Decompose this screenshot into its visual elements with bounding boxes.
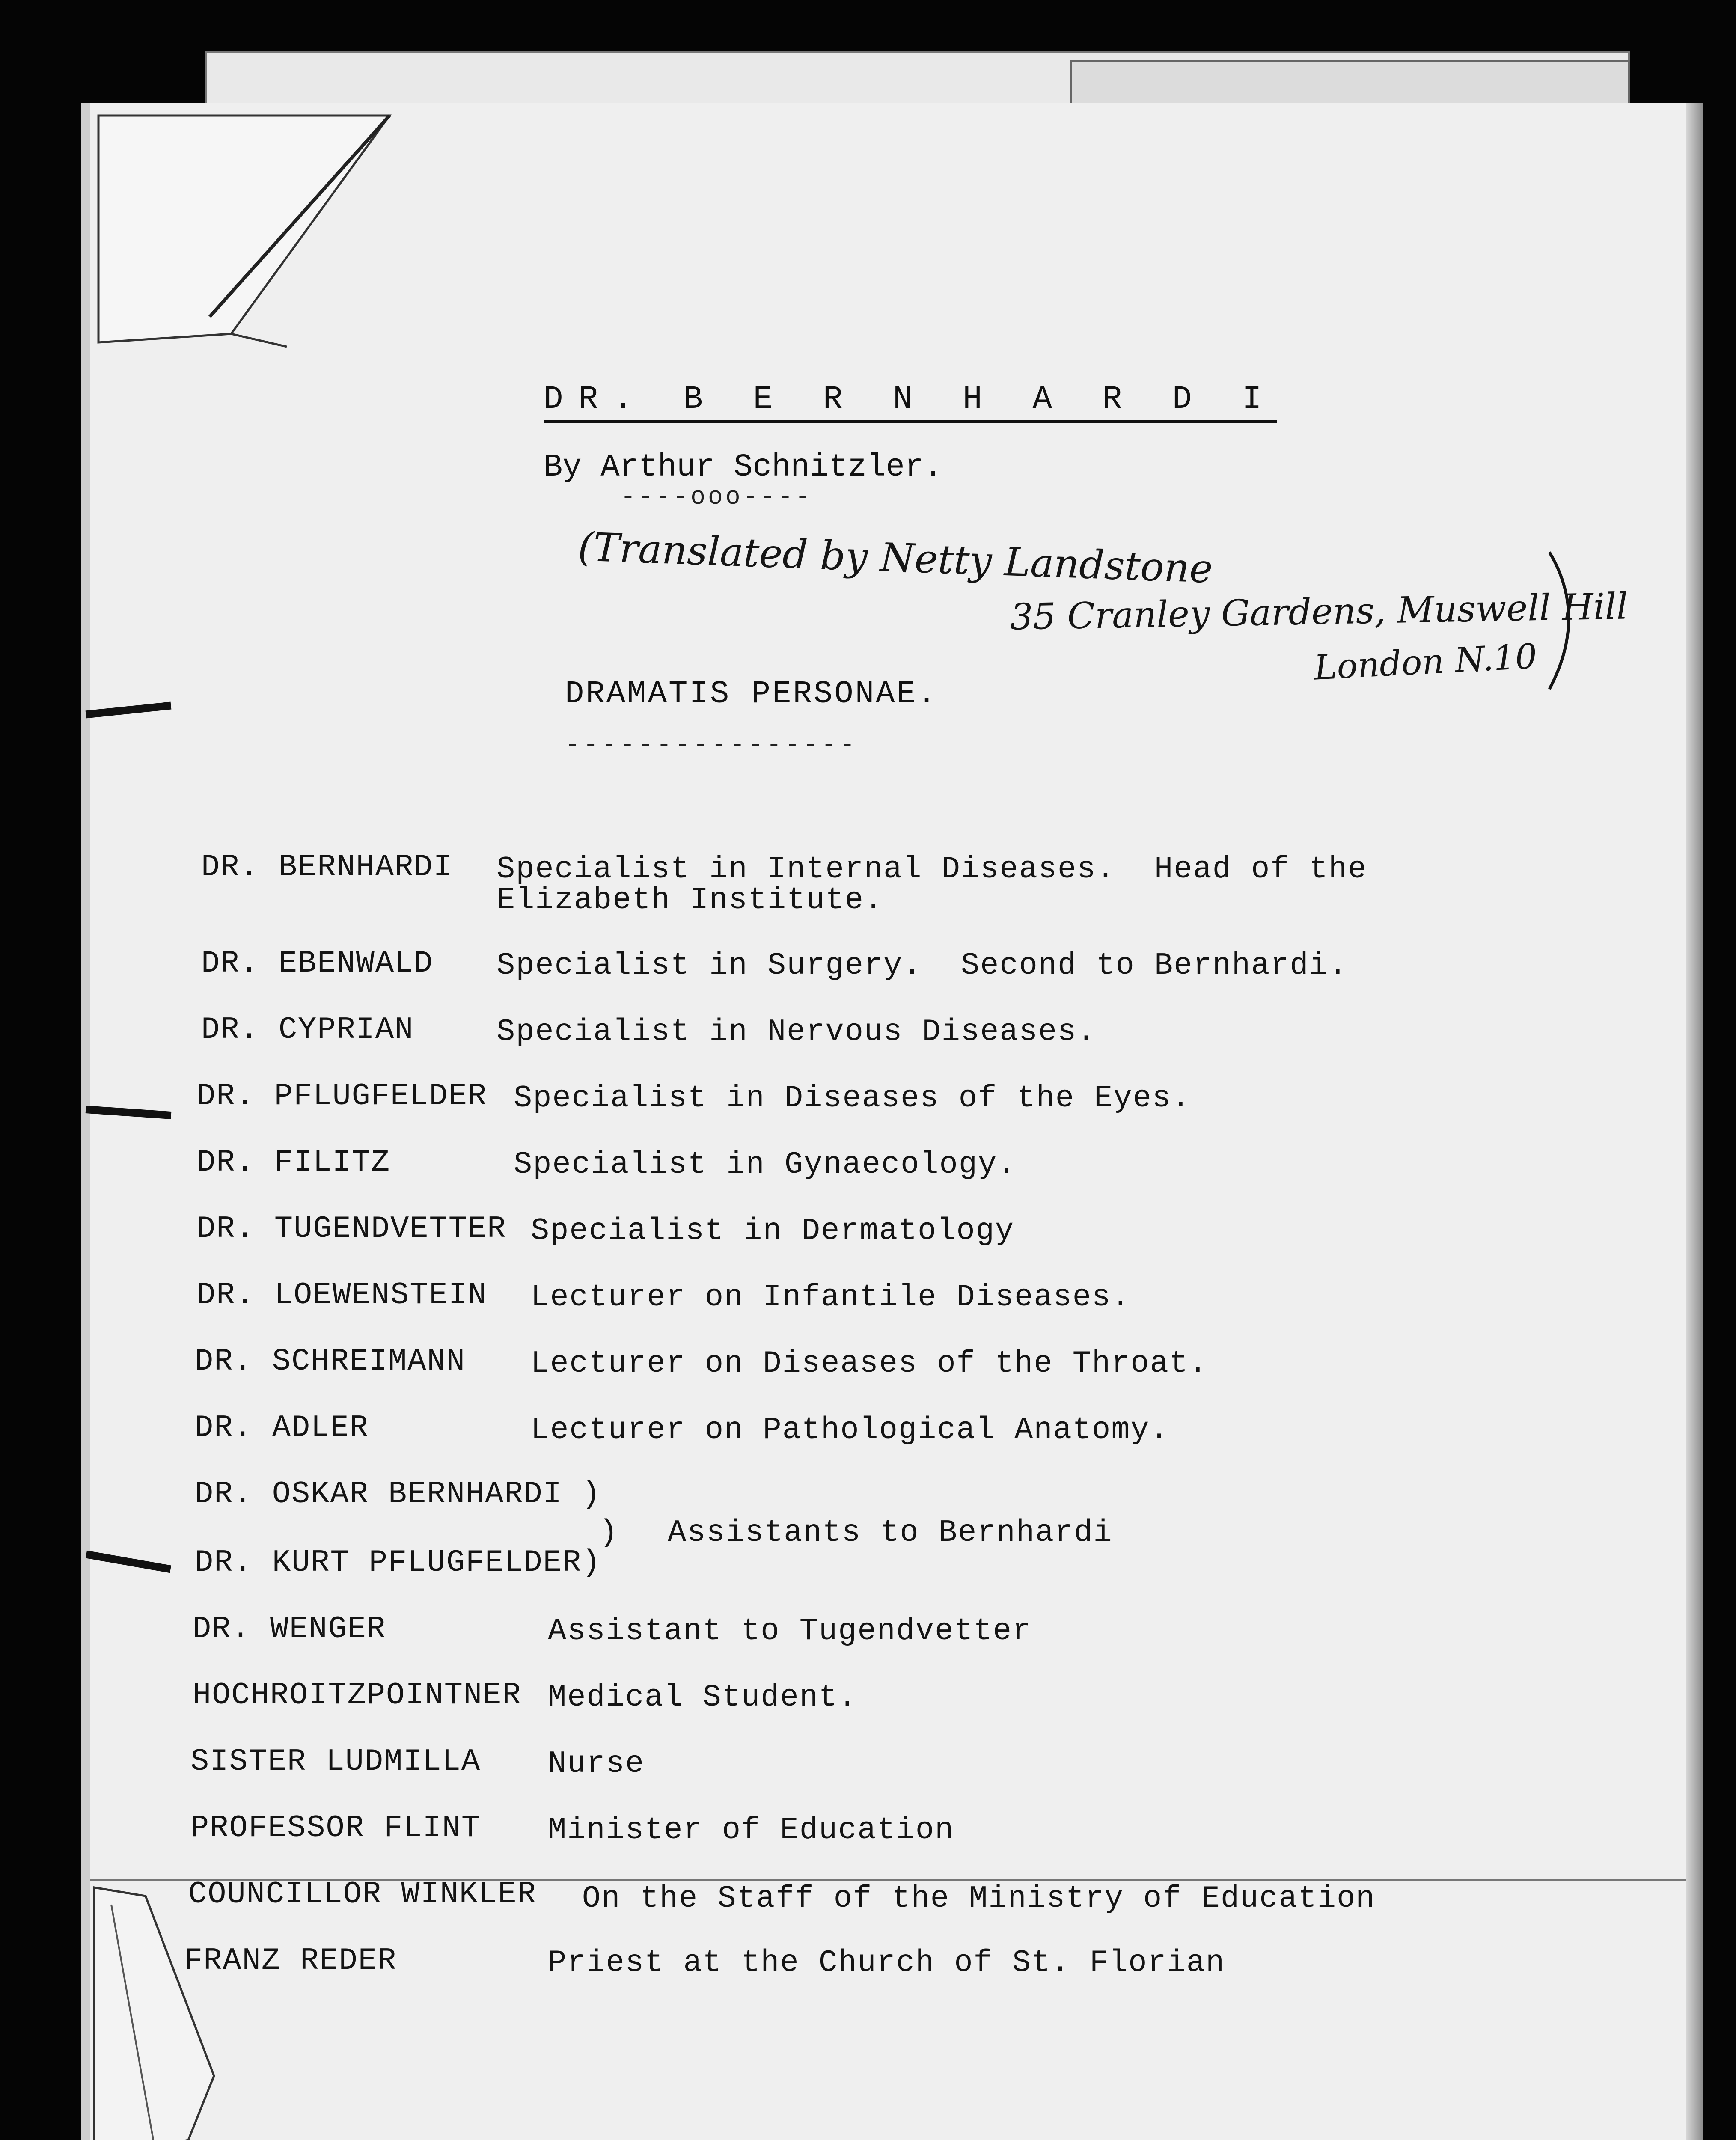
handwritten-translator: (Translated by Netty Landstone — [577, 524, 1214, 592]
character-name: DR. EBENWALD — [201, 946, 434, 981]
character-name: HOCHROITZPOINTNER — [193, 1678, 522, 1713]
dramatis-personae-heading: DRAMATIS PERSONAE. — [565, 676, 938, 712]
character-role: Assistant to Tugendvetter — [548, 1614, 1032, 1649]
handwritten-bracket — [1541, 548, 1592, 693]
character-name: DR. ADLER — [195, 1410, 369, 1445]
character-name: DR. OSKAR BERNHARDI ) — [195, 1477, 601, 1512]
handwritten-city: London N.10 — [1313, 636, 1538, 688]
author-line: By Arthur Schnitzler. — [544, 449, 943, 485]
character-name: DR. LOEWENSTEIN — [197, 1278, 488, 1313]
ornament-divider: ----ooo---- — [621, 484, 813, 511]
character-name: DR. KURT PFLUGFELDER) — [195, 1545, 601, 1580]
heading-underline: ---------------- — [565, 732, 858, 760]
character-name: DR. SCHREIMANN — [195, 1344, 466, 1379]
character-role: Specialist in Nervous Diseases. — [496, 1014, 1097, 1049]
character-name: DR. PFLUGFELDER — [197, 1079, 488, 1114]
character-name: DR. CYPRIAN — [201, 1012, 414, 1047]
character-role: Lecturer on Infantile Diseases. — [531, 1280, 1131, 1315]
character-role: On the Staff of the Ministry of Education — [582, 1881, 1376, 1916]
character-role: Specialist in Internal Diseases. Head of the — [496, 852, 1367, 887]
torn-corner-bottom — [86, 1879, 300, 2140]
handwritten-address: 35 Cranley Gardens, Muswell Hill — [1010, 585, 1629, 638]
character-name: DR. FILITZ — [197, 1145, 391, 1180]
character-role: Specialist in Diseases of the Eyes. — [514, 1081, 1191, 1116]
character-role: Specialist in Gynaecology. — [514, 1147, 1017, 1182]
character-role: Assistants to Bernhardi — [668, 1515, 1113, 1550]
character-role: Lecturer on Pathological Anatomy. — [531, 1412, 1169, 1447]
bracket-mark: ) — [599, 1515, 619, 1550]
character-role: Lecturer on Diseases of the Throat. — [531, 1346, 1208, 1381]
character-name: PROFESSOR FLINT — [190, 1810, 481, 1846]
character-name: DR. TUGENDVETTER — [197, 1211, 507, 1246]
character-role-cont: Elizabeth Institute. — [496, 883, 884, 918]
character-role: Specialist in Dermatology — [531, 1213, 1015, 1248]
folded-corner — [90, 103, 475, 360]
character-name: COUNCILLOR WINKLER — [188, 1877, 537, 1912]
character-name: SISTER LUDMILLA — [190, 1744, 481, 1779]
character-role: Specialist in Surgery. Second to Bernhardi. — [496, 948, 1348, 983]
binding-clip-2 — [86, 1106, 172, 1119]
typescript-page — [81, 103, 1703, 2140]
character-name: DR. BERNHARDI — [201, 850, 453, 885]
character-role: Medical Student. — [548, 1680, 858, 1715]
character-name: DR. WENGER — [193, 1611, 386, 1647]
play-title: DR. B E R N H A R D I — [544, 381, 1277, 423]
page-edge — [1686, 103, 1703, 2140]
character-name: FRANZ REDER — [184, 1943, 397, 1978]
character-role: Priest at the Church of St. Florian — [548, 1945, 1225, 1980]
binding-clip-3 — [86, 1551, 171, 1573]
character-role: Minister of Education — [548, 1813, 954, 1848]
character-role: Nurse — [548, 1746, 645, 1781]
binding-clip-1 — [86, 702, 172, 719]
